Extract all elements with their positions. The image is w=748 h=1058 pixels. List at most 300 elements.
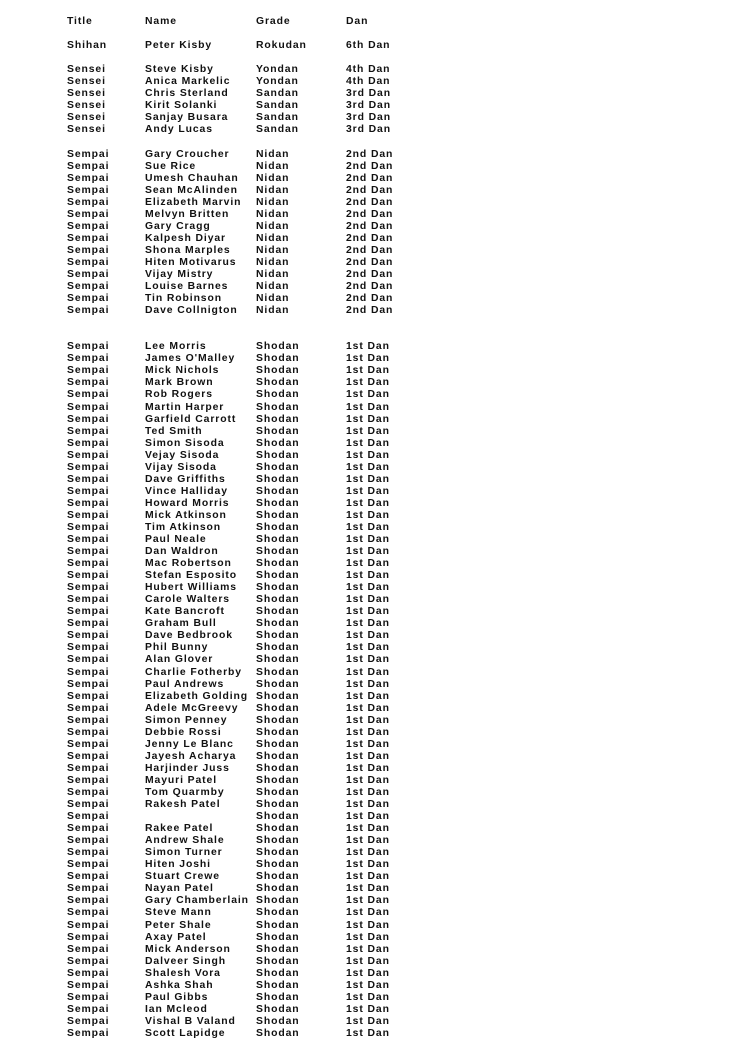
row-title: Sempai — [67, 148, 110, 160]
row-grade: Shodan — [256, 823, 300, 835]
row-name: Chris Sterland — [145, 88, 229, 100]
row-name: Vince Halliday — [145, 485, 228, 497]
row-title: Sempai — [67, 847, 110, 859]
row-dan: 2nd Dan — [346, 244, 394, 256]
row-grade: Nidan — [256, 268, 290, 280]
row-name: Mayuri Patel — [145, 774, 218, 786]
row-title: Sensei — [67, 64, 106, 76]
row-name: Shalesh Vora — [145, 967, 221, 979]
row-dan: 1st Dan — [346, 883, 390, 895]
row-grade: Nidan — [256, 172, 290, 184]
row-title: Sempai — [67, 594, 110, 606]
row-name: Nayan Patel — [145, 883, 214, 895]
row-name: Rob Rogers — [145, 389, 213, 401]
row-name: Paul Neale — [145, 534, 207, 546]
row-grade: Nidan — [256, 281, 290, 293]
row-grade: Shodan — [256, 582, 300, 594]
row-grade: Nidan — [256, 293, 290, 305]
row-dan: 1st Dan — [346, 558, 390, 570]
row-name: Scott Lapidge — [145, 1027, 226, 1039]
row-title: Sempai — [67, 184, 110, 196]
row-dan: 1st Dan — [346, 811, 390, 823]
row-title: Sempai — [67, 389, 110, 401]
row-title: Sempai — [67, 160, 110, 172]
row-grade: Nidan — [256, 256, 290, 268]
row-grade: Shodan — [256, 919, 300, 931]
row-title: Sempai — [67, 521, 110, 533]
row-name: Hiten Motivarus — [145, 256, 237, 268]
row-grade: Shodan — [256, 991, 300, 1003]
row-title: Sempai — [67, 678, 110, 690]
row-dan: 1st Dan — [346, 799, 390, 811]
row-name: Paul Andrews — [145, 678, 225, 690]
row-grade: Shodan — [256, 413, 300, 425]
row-name: James O'Malley — [145, 353, 236, 365]
row-dan: 2nd Dan — [346, 281, 394, 293]
row-title: Sempai — [67, 606, 110, 618]
column-header-title: Title — [67, 16, 93, 27]
row-dan: 1st Dan — [346, 835, 390, 847]
row-grade: Shodan — [256, 943, 300, 955]
row-dan: 2nd Dan — [346, 172, 394, 184]
row-title: Sempai — [67, 473, 110, 485]
row-dan: 1st Dan — [346, 714, 390, 726]
row-dan: 1st Dan — [346, 979, 390, 991]
row-dan: 1st Dan — [346, 353, 390, 365]
row-name: Ian Mcleod — [145, 1003, 208, 1015]
row-title: Sempai — [67, 1015, 110, 1027]
row-title: Sempai — [67, 497, 110, 509]
row-dan: 1st Dan — [346, 690, 390, 702]
row-grade: Shodan — [256, 618, 300, 630]
row-dan: 1st Dan — [346, 1003, 390, 1015]
row-title: Sempai — [67, 871, 110, 883]
row-grade: Shodan — [256, 1003, 300, 1015]
row-title: Sempai — [67, 570, 110, 582]
row-dan: 1st Dan — [346, 570, 390, 582]
row-grade: Shodan — [256, 835, 300, 847]
row-grade: Shodan — [256, 907, 300, 919]
row-title: Sempai — [67, 859, 110, 871]
row-name: Vijay Mistry — [145, 268, 214, 280]
row-dan: 1st Dan — [346, 787, 390, 798]
row-title: Sempai — [67, 823, 110, 835]
row-grade: Shodan — [256, 497, 300, 509]
row-name: Axay Patel — [145, 931, 207, 943]
row-grade: Nidan — [256, 232, 290, 244]
row-title: Sempai — [67, 401, 110, 413]
row-grade: Nidan — [256, 160, 290, 172]
row-dan: 3rd Dan — [346, 88, 391, 100]
row-title: Sempai — [67, 509, 110, 521]
row-dan: 1st Dan — [346, 642, 390, 654]
row-grade: Shodan — [256, 762, 300, 774]
row-grade: Shodan — [256, 774, 300, 786]
row-dan: 1st Dan — [346, 738, 390, 750]
row-dan: 3rd Dan — [346, 112, 391, 124]
row-grade: Shodan — [256, 654, 300, 666]
row-dan: 1st Dan — [346, 1027, 390, 1039]
row-title: Sempai — [67, 293, 110, 305]
row-dan: 2nd Dan — [346, 232, 394, 244]
row-grade: Rokudan — [256, 40, 307, 52]
row-dan: 1st Dan — [346, 895, 390, 907]
row-dan: 1st Dan — [346, 509, 390, 521]
row-grade: Shodan — [256, 485, 300, 497]
row-dan: 1st Dan — [346, 413, 390, 425]
row-title: Sempai — [67, 919, 110, 931]
row-title: Sempai — [67, 558, 110, 570]
row-dan: 1st Dan — [346, 919, 390, 931]
row-grade: Shodan — [256, 437, 300, 449]
row-title: Sempai — [67, 1027, 110, 1039]
row-title: Sempai — [67, 774, 110, 786]
row-name: Vejay Sisoda — [145, 449, 220, 461]
row-name: Phil Bunny — [145, 642, 209, 654]
row-dan: 1st Dan — [346, 377, 390, 389]
row-name: Ashka Shah — [145, 979, 214, 991]
row-name: Mick Atkinson — [145, 509, 227, 521]
row-title: Sempai — [67, 377, 110, 389]
row-dan: 2nd Dan — [346, 208, 394, 220]
row-name: Gary Cragg — [145, 220, 211, 232]
row-name: Kalpesh Diyar — [145, 232, 226, 244]
row-dan: 1st Dan — [346, 341, 390, 353]
row-grade: Nidan — [256, 244, 290, 256]
row-dan: 1st Dan — [346, 943, 390, 955]
row-dan: 2nd Dan — [346, 305, 394, 317]
row-name: Tim Atkinson — [145, 521, 222, 533]
row-name: Paul Gibbs — [145, 991, 209, 1003]
row-title: Sempai — [67, 835, 110, 847]
row-name: Garfield Carrott — [145, 413, 237, 425]
row-title: Sempai — [67, 690, 110, 702]
row-dan: 2nd Dan — [346, 268, 394, 280]
row-name: Jenny Le Blanc — [145, 738, 234, 750]
row-grade: Shodan — [256, 883, 300, 895]
row-title: Sempai — [67, 799, 110, 811]
row-title: Sempai — [67, 172, 110, 184]
row-title: Sempai — [67, 787, 110, 798]
row-grade: Shodan — [256, 630, 300, 642]
row-name: Peter Kisby — [145, 40, 213, 52]
row-dan: 1st Dan — [346, 594, 390, 606]
column-header-dan: Dan — [346, 16, 369, 27]
row-grade: Sandan — [256, 112, 299, 124]
row-grade: Shodan — [256, 473, 300, 485]
row-name: Melvyn Britten — [145, 208, 230, 220]
row-grade: Shodan — [256, 377, 300, 389]
row-name: Vishal B Valand — [145, 1015, 236, 1027]
row-title: Sempai — [67, 305, 110, 317]
row-name: Dan Waldron — [145, 546, 219, 558]
row-dan: 1st Dan — [346, 750, 390, 762]
row-title: Sempai — [67, 546, 110, 558]
row-grade: Shodan — [256, 787, 300, 798]
row-title: Sensei — [67, 124, 106, 136]
row-name: Andy Lucas — [145, 124, 213, 136]
row-name: Simon Turner — [145, 847, 223, 859]
row-name: Mark Brown — [145, 377, 214, 389]
row-title: Sempai — [67, 979, 110, 991]
row-grade: Shodan — [256, 642, 300, 654]
row-grade: Shodan — [256, 690, 300, 702]
row-grade: Shodan — [256, 534, 300, 546]
row-name: Vijay Sisoda — [145, 461, 217, 473]
row-title: Sempai — [67, 943, 110, 955]
row-grade: Shodan — [256, 666, 300, 678]
row-title: Sensei — [67, 112, 106, 124]
row-title: Sempai — [67, 485, 110, 497]
row-title: Sempai — [67, 654, 110, 666]
row-grade: Shodan — [256, 449, 300, 461]
row-dan: 2nd Dan — [346, 293, 394, 305]
row-name: Gary Croucher — [145, 148, 230, 160]
row-title: Sempai — [67, 762, 110, 774]
row-dan: 1st Dan — [346, 859, 390, 871]
row-title: Sempai — [67, 666, 110, 678]
row-dan: 1st Dan — [346, 666, 390, 678]
row-grade: Shodan — [256, 341, 300, 353]
row-name: Charlie Fotherby — [145, 666, 242, 678]
row-name: Carole Walters — [145, 594, 230, 606]
row-title: Sempai — [67, 642, 110, 654]
row-title: Sempai — [67, 811, 110, 823]
row-dan: 1st Dan — [346, 521, 390, 533]
row-title: Sempai — [67, 353, 110, 365]
row-grade: Shodan — [256, 726, 300, 738]
row-dan: 2nd Dan — [346, 184, 394, 196]
row-dan: 3rd Dan — [346, 100, 391, 112]
row-name: Tin Robinson — [145, 293, 222, 305]
row-title: Sempai — [67, 449, 110, 461]
row-dan: 1st Dan — [346, 726, 390, 738]
row-title: Sempai — [67, 931, 110, 943]
row-title: Sempai — [67, 907, 110, 919]
row-name: Elizabeth Golding — [145, 690, 249, 702]
row-name: Anica Markelic — [145, 76, 231, 88]
column-header-grade: Grade — [256, 16, 291, 27]
row-grade: Shodan — [256, 546, 300, 558]
row-dan: 1st Dan — [346, 678, 390, 690]
row-title: Sempai — [67, 955, 110, 967]
row-grade: Shodan — [256, 1015, 300, 1027]
row-grade: Shodan — [256, 509, 300, 521]
row-title: Sempai — [67, 461, 110, 473]
row-name: Graham Bull — [145, 618, 217, 630]
row-name: Ted Smith — [145, 425, 203, 437]
row-grade: Shodan — [256, 702, 300, 714]
row-grade: Shodan — [256, 461, 300, 473]
row-title: Sempai — [67, 413, 110, 425]
column-header-name: Name — [145, 16, 177, 27]
row-title: Sempai — [67, 220, 110, 232]
row-grade: Nidan — [256, 148, 290, 160]
row-name: Gary Chamberlain — [145, 895, 249, 907]
row-grade: Shodan — [256, 570, 300, 582]
row-grade: Shodan — [256, 401, 300, 413]
row-grade: Nidan — [256, 208, 290, 220]
row-grade: Nidan — [256, 196, 290, 208]
row-name: Hubert Williams — [145, 582, 237, 594]
row-name: Hiten Joshi — [145, 859, 211, 871]
row-dan: 3rd Dan — [346, 124, 391, 136]
row-dan: 1st Dan — [346, 774, 390, 786]
row-dan: 1st Dan — [346, 497, 390, 509]
row-dan: 1st Dan — [346, 871, 390, 883]
row-dan: 1st Dan — [346, 365, 390, 377]
row-name: Martin Harper — [145, 401, 225, 413]
row-grade: Yondan — [256, 76, 299, 88]
row-title: Sempai — [67, 1003, 110, 1015]
row-grade: Shodan — [256, 365, 300, 377]
row-name: Stefan Esposito — [145, 570, 238, 582]
row-title: Sempai — [67, 281, 110, 293]
row-dan: 1st Dan — [346, 582, 390, 594]
row-title: Sempai — [67, 618, 110, 630]
row-title: Sempai — [67, 425, 110, 437]
row-title: Shihan — [67, 40, 108, 52]
row-title: Sensei — [67, 100, 106, 112]
row-grade: Shodan — [256, 847, 300, 859]
row-dan: 1st Dan — [346, 1015, 390, 1027]
row-title: Sempai — [67, 883, 110, 895]
row-grade: Sandan — [256, 124, 299, 136]
row-title: Sempai — [67, 714, 110, 726]
row-name: Umesh Chauhan — [145, 172, 239, 184]
row-dan: 1st Dan — [346, 485, 390, 497]
row-title: Sempai — [67, 738, 110, 750]
row-dan: 1st Dan — [346, 630, 390, 642]
row-title: Sempai — [67, 196, 110, 208]
row-name: Dave Bedbrook — [145, 630, 233, 642]
row-dan: 1st Dan — [346, 473, 390, 485]
row-dan: 1st Dan — [346, 654, 390, 666]
row-dan: 1st Dan — [346, 907, 390, 919]
row-name: Harjinder Juss — [145, 762, 230, 774]
row-title: Sempai — [67, 437, 110, 449]
row-name: Howard Morris — [145, 497, 230, 509]
row-dan: 2nd Dan — [346, 256, 394, 268]
row-name: Elizabeth Marvin — [145, 196, 242, 208]
row-name: Andrew Shale — [145, 835, 225, 847]
row-dan: 1st Dan — [346, 425, 390, 437]
row-title: Sempai — [67, 895, 110, 907]
row-grade: Nidan — [256, 220, 290, 232]
row-dan: 1st Dan — [346, 847, 390, 859]
row-name: Lee Morris — [145, 341, 207, 353]
row-dan: 1st Dan — [346, 534, 390, 546]
row-dan: 1st Dan — [346, 991, 390, 1003]
row-grade: Shodan — [256, 606, 300, 618]
row-name: Dave Collnigton — [145, 305, 238, 317]
row-name: Sean McAlinden — [145, 184, 238, 196]
row-grade: Shodan — [256, 859, 300, 871]
row-name: Sue Rice — [145, 160, 197, 172]
row-grade: Sandan — [256, 88, 299, 100]
row-dan: 4th Dan — [346, 64, 391, 76]
row-dan: 1st Dan — [346, 437, 390, 449]
row-grade: Shodan — [256, 353, 300, 365]
row-name: Steve Kisby — [145, 64, 214, 76]
row-dan: 1st Dan — [346, 823, 390, 835]
row-name: Peter Shale — [145, 919, 212, 931]
row-grade: Shodan — [256, 389, 300, 401]
row-grade: Shodan — [256, 714, 300, 726]
row-dan: 2nd Dan — [346, 196, 394, 208]
row-dan: 1st Dan — [346, 762, 390, 774]
row-name: Tom Quarmby — [145, 787, 225, 798]
row-title: Sempai — [67, 967, 110, 979]
row-grade: Shodan — [256, 871, 300, 883]
row-name: Mick Nichols — [145, 365, 220, 377]
row-grade: Shodan — [256, 750, 300, 762]
row-name: Shona Marples — [145, 244, 231, 256]
row-title: Sempai — [67, 630, 110, 642]
row-dan: 1st Dan — [346, 618, 390, 630]
row-title: Sempai — [67, 256, 110, 268]
row-title: Sempai — [67, 702, 110, 714]
row-grade: Yondan — [256, 64, 299, 76]
row-grade: Shodan — [256, 425, 300, 437]
row-name: Rakesh Patel — [145, 799, 221, 811]
row-dan: 1st Dan — [346, 401, 390, 413]
row-name: Kirit Solanki — [145, 100, 218, 112]
row-name: Alan Glover — [145, 654, 214, 666]
row-dan: 1st Dan — [346, 546, 390, 558]
row-title: Sempai — [67, 991, 110, 1003]
row-dan: 6th Dan — [346, 40, 391, 52]
row-dan: 1st Dan — [346, 702, 390, 714]
row-title: Sempai — [67, 268, 110, 280]
row-grade: Shodan — [256, 521, 300, 533]
row-grade: Shodan — [256, 1027, 300, 1039]
row-name: Dave Griffiths — [145, 473, 226, 485]
row-grade: Shodan — [256, 967, 300, 979]
row-dan: 1st Dan — [346, 931, 390, 943]
row-dan: 1st Dan — [346, 449, 390, 461]
row-dan: 1st Dan — [346, 967, 390, 979]
row-name: Dalveer Singh — [145, 955, 226, 967]
row-name: Adele McGreevy — [145, 702, 239, 714]
row-dan: 1st Dan — [346, 389, 390, 401]
row-title: Sempai — [67, 534, 110, 546]
row-name: Kate Bancroft — [145, 606, 225, 618]
row-dan: 2nd Dan — [346, 148, 394, 160]
row-title: Sempai — [67, 726, 110, 738]
row-grade: Shodan — [256, 955, 300, 967]
row-name: Mac Robertson — [145, 558, 232, 570]
row-title: Sempai — [67, 232, 110, 244]
row-title: Sempai — [67, 750, 110, 762]
row-grade: Shodan — [256, 558, 300, 570]
row-name: Jayesh Acharya — [145, 750, 237, 762]
row-dan: 1st Dan — [346, 606, 390, 618]
row-dan: 4th Dan — [346, 76, 391, 88]
row-grade: Shodan — [256, 678, 300, 690]
row-dan: 1st Dan — [346, 955, 390, 967]
row-dan: 2nd Dan — [346, 220, 394, 232]
row-grade: Shodan — [256, 738, 300, 750]
row-name: Rakee Patel — [145, 823, 214, 835]
row-name: Steve Mann — [145, 907, 212, 919]
row-dan: 1st Dan — [346, 461, 390, 473]
row-title: Sempai — [67, 365, 110, 377]
row-title: Sempai — [67, 341, 110, 353]
row-grade: Shodan — [256, 931, 300, 943]
row-grade: Shodan — [256, 594, 300, 606]
row-title: Sempai — [67, 244, 110, 256]
